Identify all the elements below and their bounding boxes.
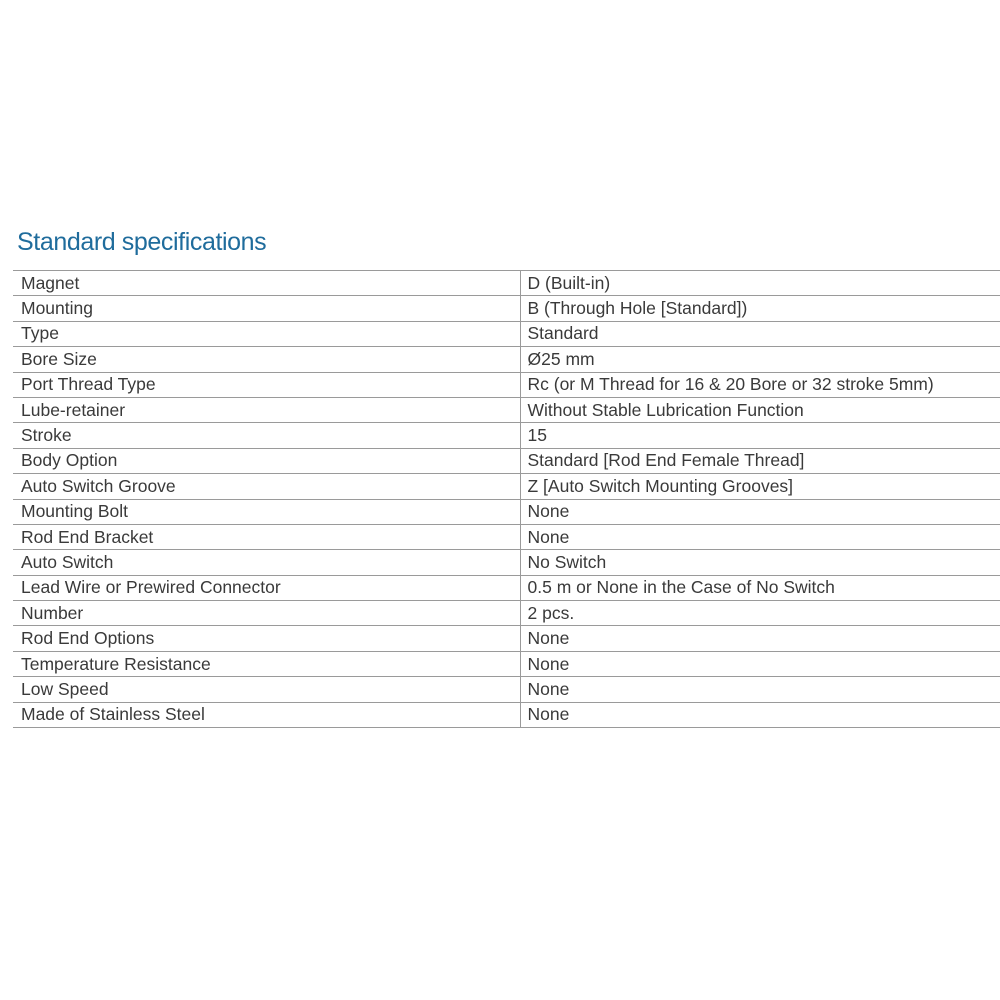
spec-label: Body Option xyxy=(13,448,520,473)
spec-value: 2 pcs. xyxy=(520,601,1000,626)
table-row xyxy=(13,423,1000,448)
spec-label: Number xyxy=(13,601,520,626)
table-row xyxy=(13,347,1000,372)
spec-label: Low Speed xyxy=(13,677,520,702)
table-row xyxy=(13,499,1000,524)
spec-value: Standard xyxy=(520,321,1000,346)
spec-value: Without Stable Lubrication Function xyxy=(520,397,1000,422)
spec-label: Lead Wire or Prewired Connector xyxy=(13,575,520,600)
spec-label: Type xyxy=(13,321,520,346)
table-row xyxy=(13,321,1000,346)
table-row xyxy=(13,575,1000,600)
spec-table xyxy=(13,270,1000,728)
table-row xyxy=(13,601,1000,626)
spec-value: D (Built-in) xyxy=(520,271,1000,296)
table-row xyxy=(13,550,1000,575)
spec-value: No Switch xyxy=(520,550,1000,575)
spec-title: Standard specifications xyxy=(17,228,267,256)
spec-value: None xyxy=(520,626,1000,651)
spec-value: Rc (or M Thread for 16 & 20 Bore or 32 stroke 5mm) xyxy=(520,372,1000,397)
spec-label: Rod End Bracket xyxy=(13,524,520,549)
spec-label: Rod End Options xyxy=(13,626,520,651)
spec-value: 0.5 m or None in the Case of No Switch xyxy=(520,575,1000,600)
spec-label: Temperature Resistance xyxy=(13,651,520,676)
spec-value: B (Through Hole [Standard]) xyxy=(520,296,1000,321)
table-row xyxy=(13,397,1000,422)
spec-label: Auto Switch xyxy=(13,550,520,575)
table-row xyxy=(13,651,1000,676)
table-row xyxy=(13,626,1000,651)
table-row xyxy=(13,296,1000,321)
spec-label: Mounting xyxy=(13,296,520,321)
spec-label: Lube-retainer xyxy=(13,397,520,422)
table-row xyxy=(13,677,1000,702)
spec-label: Port Thread Type xyxy=(13,372,520,397)
spec-label: Stroke xyxy=(13,423,520,448)
spec-value: None xyxy=(520,677,1000,702)
table-row xyxy=(13,474,1000,499)
table-row xyxy=(13,271,1000,296)
spec-value: 15 xyxy=(520,423,1000,448)
table-row xyxy=(13,372,1000,397)
table-row xyxy=(13,448,1000,473)
spec-value: Standard [Rod End Female Thread] xyxy=(520,448,1000,473)
spec-value: None xyxy=(520,499,1000,524)
spec-label: Magnet xyxy=(13,271,520,296)
spec-label: Made of Stainless Steel xyxy=(13,702,520,727)
spec-label: Auto Switch Groove xyxy=(13,474,520,499)
spec-label: Bore Size xyxy=(13,347,520,372)
spec-value: Ø25 mm xyxy=(520,347,1000,372)
spec-label: Mounting Bolt xyxy=(13,499,520,524)
spec-value: None xyxy=(520,651,1000,676)
spec-value: None xyxy=(520,702,1000,727)
table-row xyxy=(13,702,1000,727)
spec-value: Z [Auto Switch Mounting Grooves] xyxy=(520,474,1000,499)
spec-value: None xyxy=(520,524,1000,549)
table-row xyxy=(13,524,1000,549)
